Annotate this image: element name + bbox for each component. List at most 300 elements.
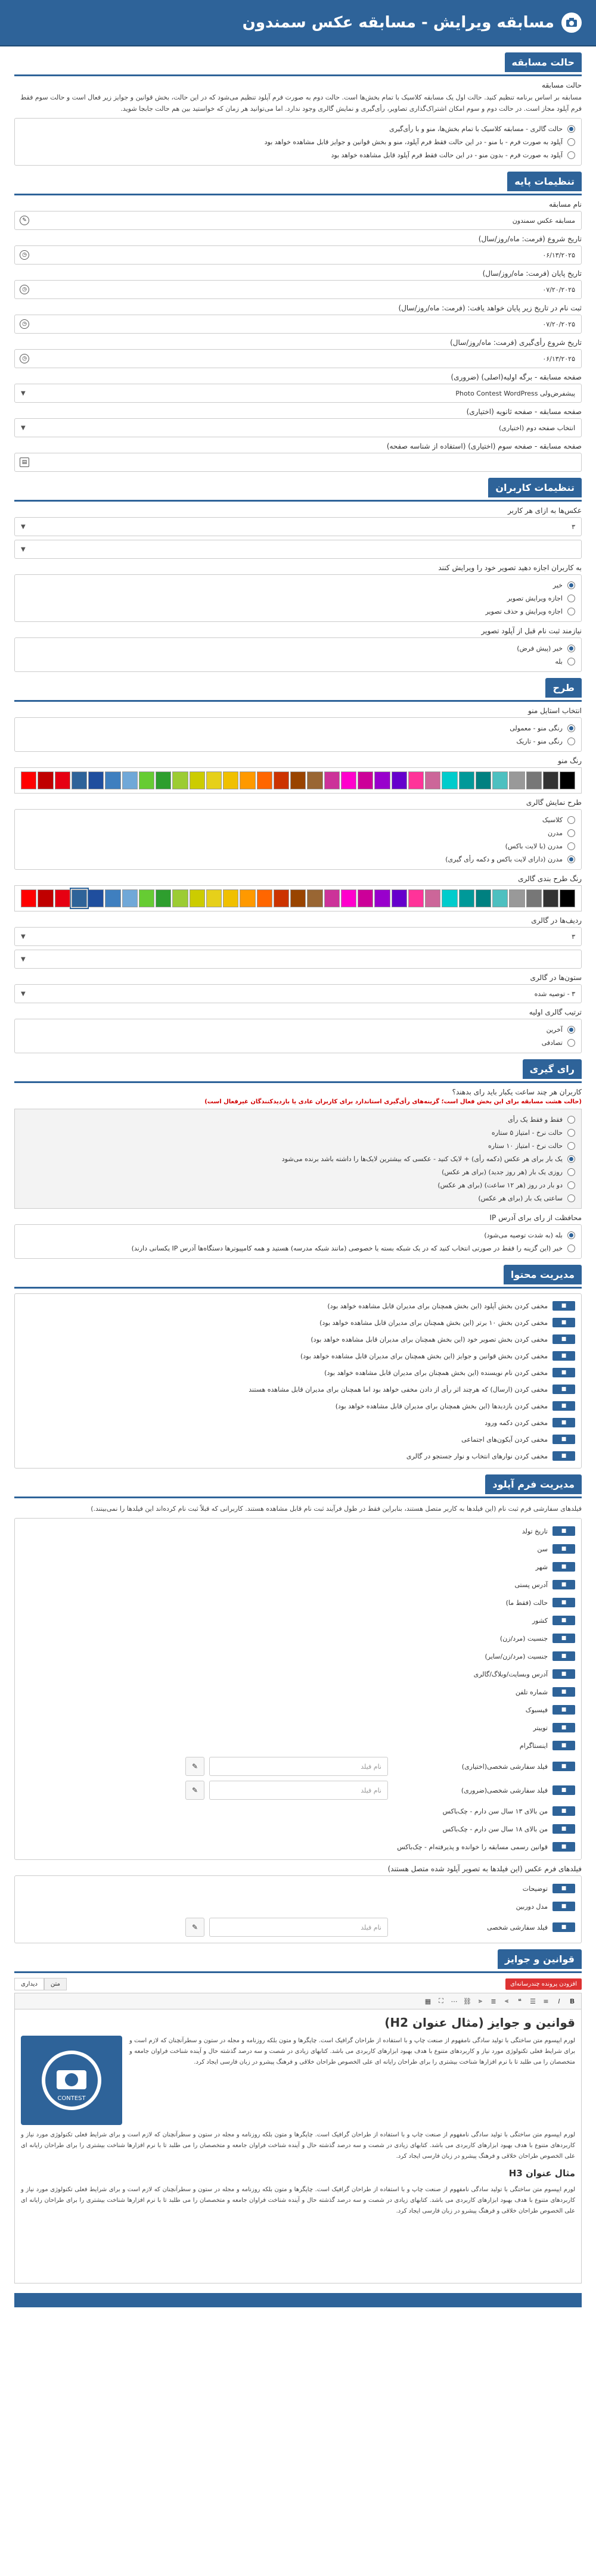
color-swatch[interactable] — [442, 889, 457, 907]
link-icon[interactable]: ⛓ — [463, 1997, 471, 2005]
color-swatch[interactable] — [21, 771, 36, 789]
color-swatch[interactable] — [543, 889, 558, 907]
editor-toolbar — [14, 1993, 582, 2009]
contest-name-input[interactable]: مسابقه عکس سمندون ✎ — [14, 211, 582, 230]
toggle-switch[interactable]: ■ — [552, 1562, 575, 1572]
color-swatch[interactable] — [392, 771, 407, 789]
add-media-button[interactable]: افزودن پرونده چندرسانه‌ای — [505, 1978, 582, 1990]
field-label: نیازمند ثبت نام قبل از آپلود تصویر — [481, 627, 582, 635]
radio-button[interactable] — [567, 595, 575, 602]
radio-group-status — [14, 118, 582, 166]
radio-option[interactable]: مدرن — [21, 826, 575, 839]
radio-button[interactable] — [567, 738, 575, 745]
radio-button[interactable] — [567, 1142, 575, 1150]
gallery-color-palette — [14, 885, 582, 911]
field-label: رنگ منو — [558, 757, 582, 765]
color-swatch[interactable] — [156, 889, 171, 907]
radio-group-voting — [14, 1109, 582, 1209]
field-label: ثبت نام در تاریخ زیر پایان خواهد یافت: (فرمت: ماه/روز/سال) — [398, 304, 582, 312]
radio-option[interactable]: خیر (این گزینه را فقط در صورتی انتخاب کنید که در یک شبکه بسته یا خصوصی (مانند شبکه مدرسه) هستید و همه کامپیوترها دستگاه‌ها آدرس IP یکسانی دارند) — [21, 1242, 575, 1255]
color-swatch[interactable] — [240, 889, 255, 907]
clock-icon: ◷ — [20, 354, 29, 363]
toggle-row[interactable]: ■ مخفی کردن آیکون‌های اجتماعی — [21, 1431, 575, 1448]
radio-option[interactable]: ساعتی یک بار (برای هر عکس) — [21, 1191, 575, 1205]
color-swatch[interactable] — [274, 771, 289, 789]
editor-content[interactable] — [14, 2009, 582, 2283]
bullet-list-icon[interactable]: ≡ — [543, 1997, 549, 2005]
toggle-switch[interactable]: ■ — [552, 1616, 575, 1625]
color-swatch[interactable] — [408, 889, 424, 907]
color-swatch[interactable] — [105, 889, 120, 907]
field-label: صفحه مسابقه - صفحه ثانویه (اختیاری) — [466, 407, 582, 416]
radio-button[interactable] — [567, 1039, 575, 1047]
section-status — [14, 52, 582, 166]
field-toggle-row[interactable]: ■ آدرس پستی — [21, 1576, 575, 1594]
radio-group-order — [14, 1019, 582, 1053]
toggle-row[interactable]: ■ مخفی کردن دکمه ورود — [21, 1414, 575, 1431]
toggle-switch[interactable]: ■ — [552, 1922, 575, 1932]
radio-option[interactable]: فقط و فقط یک رأی — [21, 1113, 575, 1126]
field-label: ترتیب گالری اولیه — [529, 1008, 582, 1016]
radio-button[interactable] — [567, 855, 575, 863]
color-swatch[interactable] — [122, 771, 138, 789]
radio-button[interactable] — [567, 151, 575, 159]
radio-option[interactable]: حالت نرخ - امتیاز ۱۰ ستاره — [21, 1139, 575, 1152]
field-label: فیلدهای فرم عکس (این فیلدها به تصویر آپلود شده متصل هستند) — [387, 1865, 582, 1873]
field-toggle-row[interactable]: ■ من بالای ۱۳ سال سن دارم - چک‌باکس — [21, 1802, 575, 1820]
radio-option[interactable]: آپلود به صورت فرم - با منو - در این حالت فقط فرم آپلود، منو و بخش قوانین و جوایز قابل مشاهده خواهد بود — [21, 135, 575, 148]
svg-text:CONTEST: CONTEST — [57, 2095, 86, 2102]
field-toggle-row[interactable]: ■ فیسبوک — [21, 1701, 575, 1719]
radio-button[interactable] — [567, 1116, 575, 1124]
section-voting — [14, 1059, 582, 1259]
color-swatch[interactable] — [72, 889, 87, 907]
custom-field-row: ■ فیلد سفارشی شخصی(ضروری) نام فیلد ✎ — [21, 1778, 575, 1802]
radio-button[interactable] — [567, 724, 575, 732]
radio-button[interactable] — [567, 1181, 575, 1189]
section-title: طرح — [545, 678, 582, 698]
registration-end-input[interactable]: ۰۷/۲۰/۲۰۲۵ ◷ — [14, 315, 582, 334]
toggle-switch[interactable]: ■ — [552, 1669, 575, 1679]
color-swatch[interactable] — [425, 889, 440, 907]
divider — [14, 1971, 582, 1973]
toggle-switch[interactable]: ■ — [552, 1842, 575, 1852]
color-swatch[interactable] — [358, 771, 373, 789]
divider — [14, 700, 582, 702]
radio-option[interactable]: حالت نرخ - امتیاز ۵ ستاره — [21, 1126, 575, 1139]
color-swatch[interactable] — [459, 889, 474, 907]
start-date-input[interactable]: ۰۶/۱۳/۲۰۲۵ ◷ — [14, 245, 582, 265]
radio-button[interactable] — [567, 125, 575, 133]
radio-option[interactable]: بله (به شدت توصیه می‌شود) — [21, 1228, 575, 1242]
vote-start-input[interactable]: ۰۶/۱۳/۲۰۲۵ ◷ — [14, 349, 582, 368]
toggle-switch[interactable]: ■ — [552, 1687, 575, 1697]
toggle-switch[interactable]: ■ — [552, 1435, 575, 1444]
color-swatch[interactable] — [274, 889, 289, 907]
upload-fields-list — [14, 1518, 582, 1860]
color-swatch[interactable] — [476, 889, 491, 907]
clock-icon: ◷ — [20, 319, 29, 329]
end-date-input[interactable]: ۰۷/۲۰/۲۰۲۵ ◷ — [14, 280, 582, 299]
section-content — [14, 1265, 582, 1469]
field-label: ستون‌ها در گالری — [530, 973, 582, 982]
menu-color-palette — [14, 767, 582, 794]
page-header — [0, 0, 596, 46]
toggle-row[interactable]: ■ مخفی کردن نوارهای انتخاب و نوار جستجو در گالری — [21, 1448, 575, 1464]
radio-group-ip — [14, 1224, 582, 1259]
radio-option[interactable]: آپلود به صورت فرم - بدون منو - در این حالت فقط فرم آپلود قابل مشاهده خواهد بود — [21, 148, 575, 161]
radio-option[interactable]: حالت گالری - مسابقه کلاسیک با تمام بخش‌ها، منو و با رأی‌گیری — [21, 122, 575, 135]
radio-option[interactable]: کلاسیک — [21, 813, 575, 826]
bold-icon[interactable]: B — [569, 1997, 575, 2005]
color-swatch[interactable] — [38, 771, 53, 789]
field-label: تاریخ شروع رأی‌گیری (فرمت: ماه/روز/سال) — [450, 338, 582, 347]
radio-option[interactable]: رنگی منو - تاریک — [21, 735, 575, 748]
chevron-down-icon: ▼ — [21, 956, 26, 963]
radio-button[interactable] — [567, 1168, 575, 1176]
toggle-row[interactable]: ■ مخفی کردن بخش ۱۰ برتر (این بخش همچنان برای مدیران قابل مشاهده خواهد بود) — [21, 1314, 575, 1331]
color-swatch[interactable] — [374, 889, 390, 907]
tab-visual[interactable]: دیداری — [14, 1978, 44, 1990]
camera-badge-icon — [39, 2048, 104, 2113]
field-toggle-row[interactable]: ■ شهر — [21, 1558, 575, 1576]
divider — [14, 500, 582, 502]
color-swatch[interactable] — [122, 889, 138, 907]
color-swatch[interactable] — [55, 889, 70, 907]
radio-option[interactable]: خیر (پیش فرض) — [21, 642, 575, 655]
field-label: تاریخ شروع (فرمت: ماه/روز/سال) — [478, 235, 582, 243]
section-title: حالت مسابقه — [505, 52, 582, 72]
more-icon[interactable]: ⋯ — [451, 1997, 458, 2005]
radio-group-edit — [14, 574, 582, 622]
radio-button[interactable] — [567, 1194, 575, 1202]
toggle-switch[interactable]: ■ — [552, 1334, 575, 1344]
color-swatch[interactable] — [408, 771, 424, 789]
color-swatch[interactable] — [223, 889, 238, 907]
radio-button[interactable] — [567, 1026, 575, 1034]
section-users — [14, 478, 582, 672]
color-swatch[interactable] — [324, 889, 340, 907]
field-description: فیلدهای سفارشی فرم ثبت نام (این فیلدها به کاربر متصل هستند، بنابراین فقط در طول فرآیند ثبت نام قابل مشاهده هستند. کاربرانی که قبلاً ثبت نام کرده‌اند این فیلدها را نمی‌بینند.) — [91, 1505, 582, 1513]
field-toggle-row[interactable]: ■ توییتر — [21, 1719, 575, 1737]
tab-text[interactable]: متن — [44, 1978, 67, 1990]
color-swatch[interactable] — [257, 889, 272, 907]
color-swatch[interactable] — [190, 889, 205, 907]
toggle-switch[interactable]: ■ — [552, 1385, 575, 1394]
field-label: به کاربران اجازه دهید تصویر خود را ویرایش کنند — [438, 564, 582, 572]
radio-option[interactable]: آخرین — [21, 1023, 575, 1036]
field-label: عکس‌ها به ازای هر کاربر — [507, 506, 582, 515]
color-swatch[interactable] — [324, 771, 340, 789]
field-label: رنگ طرح بندی گالری — [518, 875, 582, 883]
section-title: مدیریت فرم آپلود — [485, 1474, 582, 1494]
toggle-switch[interactable]: ■ — [552, 1318, 575, 1327]
radio-button[interactable] — [567, 138, 575, 146]
radio-option[interactable]: روزی یک بار (هر روز جدید) (برای هر عکس) — [21, 1165, 575, 1178]
radio-group-login — [14, 637, 582, 672]
color-swatch[interactable] — [21, 889, 36, 907]
numbered-list-icon[interactable]: ☰ — [530, 1997, 536, 2005]
rows-select[interactable]: ۳ ▼ — [14, 927, 582, 946]
color-swatch[interactable] — [290, 771, 306, 789]
color-swatch[interactable] — [459, 771, 474, 789]
editor-heading-h2: قوانین و جوایز (مثال عنوان H2) — [384, 2015, 575, 2030]
field-label: حالت مسابقه — [542, 81, 582, 89]
toggle-row[interactable]: ■ مخفی کردن نام نویسنده (این بخش همچنان برای مدیران قابل مشاهده خواهد بود) — [21, 1364, 575, 1381]
toggle-row[interactable]: ■ مخفی کردن بخش تصویر خود (این بخش همچنان برای مدیران قابل مشاهده خواهد بود) — [21, 1331, 575, 1348]
color-swatch[interactable] — [257, 771, 272, 789]
radio-option[interactable]: اجازه ویرایش تصویر — [21, 592, 575, 605]
rows-select-secondary[interactable] — [14, 950, 582, 969]
field-toggle-row[interactable]: ■ جنسیت (مرد/زن/سایر) — [21, 1647, 575, 1665]
primary-page-select[interactable]: پیشفرض‌ولی Photo Contest WordPress ▼ — [14, 384, 582, 403]
third-page-input[interactable] — [14, 453, 582, 472]
toggle-switch[interactable]: ■ — [552, 1705, 575, 1715]
color-swatch[interactable] — [509, 771, 524, 789]
toggle-switch[interactable]: ■ — [552, 1580, 575, 1589]
radio-option[interactable]: مدرن (دارای لایت باکس و دکمه رأی گیری) — [21, 853, 575, 866]
content-with-image — [21, 2036, 575, 2125]
color-swatch[interactable] — [172, 771, 188, 789]
section-title: مدیریت محتوا — [504, 1265, 582, 1284]
edit-icon[interactable]: ✎ — [185, 1781, 204, 1800]
field-toggle-row[interactable]: ■ کشور — [21, 1611, 575, 1629]
chevron-down-icon: ▼ — [21, 546, 26, 553]
radio-option[interactable]: تصادفی — [21, 1036, 575, 1049]
align-left-icon[interactable]: ⫷ — [478, 1997, 483, 2005]
paragraph: لورم ایپسوم متن ساختگی با تولید سادگی نامفهوم از صنعت چاپ و با استفاده از طراحان گرافیک است. چاپگرها و متون بلکه روزنامه و مجله در ستون و سطرآنچنان که لازم است و برای شرایط فعلی تکنولوژی مورد نیاز و کاربردهای متنوع با هدف بهبود ابزارهای کاربردی می باشد. کتابهای زیادی در شصت و سه درصد گذشته حال و آینده شناخت فراوان جامعه و متخصصان را می طلبد تا با نرم افزارها شناخت بیشتری را برای طراحان رایانه ای علی الخصوص طراحان خلاقی و فرهنگ پیشرو در زبان فارسی ایجاد کرد. — [21, 2186, 575, 2214]
field-toggle-row[interactable]: ■ تاریخ تولد — [21, 1522, 575, 1540]
camera-icon — [561, 13, 582, 33]
field-toggle-row[interactable]: ■ قوانین رسمی مسابقه را خوانده و پذیرفته‌ام - چک‌باکس — [21, 1838, 575, 1856]
color-swatch[interactable] — [240, 771, 255, 789]
toggle-row[interactable]: ■ مخفی کردن بخش آپلود (این بخش همچنان برای مدیران قابل مشاهده خواهد بود) — [21, 1298, 575, 1314]
toggle-switch[interactable]: ■ — [552, 1598, 575, 1607]
custom-field-row: ■ فیلد سفارشی شخصی نام فیلد ✎ — [21, 1915, 575, 1939]
section-title: رای گیری — [523, 1059, 582, 1079]
radio-button[interactable] — [567, 608, 575, 615]
editor-heading-h3: مثال عنوان H3 — [508, 2168, 575, 2179]
section-title: تنظیمات کاربران — [488, 478, 582, 497]
color-swatch[interactable] — [374, 771, 390, 789]
divider — [14, 1497, 582, 1498]
radio-option[interactable]: رنگی منو - معمولی — [21, 721, 575, 735]
field-toggle-row[interactable]: ■ جنسیت (مرد/زن) — [21, 1629, 575, 1647]
color-swatch[interactable] — [442, 771, 457, 789]
toggle-switch[interactable]: ■ — [552, 1785, 575, 1795]
color-swatch[interactable] — [476, 771, 491, 789]
color-swatch[interactable] — [392, 889, 407, 907]
radio-button[interactable] — [567, 658, 575, 665]
section-rules — [14, 1949, 582, 2307]
contest-badge-image — [21, 2036, 122, 2125]
toggle-switch[interactable]: ■ — [552, 1902, 575, 1911]
toggle-switch[interactable]: ■ — [552, 1762, 575, 1771]
radio-option[interactable]: یک بار برای هر عکس (دکمه رأی) + لایک کنید - عکسی که بیشترین لایک‌ها را داشته باشد برنده می‌شود — [21, 1152, 575, 1165]
color-swatch[interactable] — [72, 771, 87, 789]
warning-note: (حالت هشت مسابقه برای این بخش فعال است؛ گزینه‌های رأی‌گیری استاندارد برای کاربران عادی یا بازدیدکنندگان غیرفعال است) — [204, 1099, 582, 1105]
chevron-down-icon: ▼ — [21, 990, 26, 997]
paragraph: لورم ایپسوم متن ساختگی با تولید سادگی نامفهوم از صنعت چاپ و با استفاده از طراحان گرافیک است. چاپگرها و متون بلکه روزنامه و مجله در ستون و سطرآنچنان که لازم است و برای شرایط فعلی تکنولوژی مورد نیاز و کاربردهای متنوع با هدف بهبود ابزارهای کاربردی می باشد. کتابهای زیادی در شصت و سه درصد گذشته حال و آینده شناخت فراوان جامعه و متخصصان را می طلبد تا با نرم افزارها شناخت بیشتری را برای طراحان رایانه ای علی الخصوص طراحان خلاقی و فرهنگ پیشرو در زبان فارسی ایجاد کرد. — [21, 2132, 575, 2160]
radio-button[interactable] — [567, 1245, 575, 1252]
radio-button[interactable] — [567, 842, 575, 850]
divider — [14, 194, 582, 195]
color-swatch[interactable] — [88, 889, 104, 907]
radio-button[interactable] — [567, 1155, 575, 1163]
field-toggle-row[interactable]: ■ سن — [21, 1540, 575, 1558]
color-swatch[interactable] — [223, 771, 238, 789]
document-icon: ▤ — [20, 458, 29, 467]
color-swatch[interactable] — [509, 889, 524, 907]
field-toggle-row[interactable]: ■ شماره تلفن — [21, 1683, 575, 1701]
color-swatch[interactable] — [172, 889, 188, 907]
editor-tabs — [14, 1978, 582, 1990]
color-swatch[interactable] — [290, 889, 306, 907]
chevron-down-icon: ▼ — [21, 523, 26, 530]
color-swatch[interactable] — [55, 771, 70, 789]
chevron-down-icon: ▼ — [21, 933, 26, 940]
toggle-switch[interactable]: ■ — [552, 1884, 575, 1893]
align-right-icon[interactable]: ⫸ — [504, 1997, 509, 2005]
color-swatch[interactable] — [560, 889, 575, 907]
radio-button[interactable] — [567, 645, 575, 652]
align-center-icon[interactable]: ≣ — [491, 1997, 496, 2005]
color-swatch[interactable] — [341, 889, 356, 907]
page-title: مسابقه ویرایش - مسابقه عکس سمندون — [242, 14, 554, 32]
field-toggle-row[interactable]: ■ اینستاگرام — [21, 1737, 575, 1754]
radio-button[interactable] — [567, 829, 575, 837]
field-description: مسابقه بر اساس برنامه تنظیم کنید. حالت اول یک مسابقه کلاسیک با تمام بخش‌ها است. حالت دوم به صورت فرم آپلود تنظیم می‌شود که در این حالت، بخش قوانین و جوایز زیر فعال است و حالت سوم فقط فرم آپلود مجاز است. در حالت دوم و سوم امکان اشتراک‌گذاری تصاویر، رأی‌گیری و نمایش گالری وجود ندارد. اما می‌توانید هر زمان که خواستید بین هم حالت جابجا شوید. — [20, 94, 582, 113]
chevron-down-icon: ▼ — [21, 424, 26, 431]
color-swatch[interactable] — [543, 771, 558, 789]
fullscreen-icon[interactable]: ⛶ — [439, 1997, 443, 2005]
toggle-switch[interactable]: ■ — [552, 1651, 575, 1661]
pencil-icon: ✎ — [20, 216, 29, 225]
color-swatch[interactable] — [139, 889, 154, 907]
color-swatch[interactable] — [358, 889, 373, 907]
divider — [14, 1081, 582, 1083]
field-label: ردیف‌ها در گالری — [531, 916, 582, 925]
radio-option[interactable]: خیر — [21, 578, 575, 592]
section-title: تنظیمات پایه — [507, 172, 582, 191]
field-label: صفحه مسابقه - صفحه سوم (اختیاری) (استفاده از شناسه صفحه) — [386, 442, 582, 450]
color-swatch[interactable] — [307, 889, 322, 907]
field-label: کاربران هر چند ساعت یکبار باید رای بدهند؟ — [452, 1088, 582, 1096]
field-label: تاریخ پایان (فرمت: ماه/روز/سال) — [482, 269, 582, 278]
toggle-row[interactable]: ■ مخفی کردن بازدیدها (این بخش همچنان برای مدیران قابل مشاهده خواهد بود) — [21, 1398, 575, 1414]
toggle-switch[interactable]: ■ — [552, 1368, 575, 1377]
toggle-switch[interactable]: ■ — [552, 1526, 575, 1536]
section-title: قوانین و جوایز — [498, 1949, 582, 1969]
radio-button[interactable] — [567, 1231, 575, 1239]
color-swatch[interactable] — [88, 771, 104, 789]
field-toggle-row[interactable]: ■ حالت (فقط ما) — [21, 1594, 575, 1611]
color-swatch[interactable] — [38, 889, 53, 907]
custom-field-name-input[interactable]: نام فیلد — [209, 1918, 388, 1937]
field-label: طرح نمایش گالری — [526, 798, 582, 807]
radio-button[interactable] — [567, 1129, 575, 1137]
color-swatch[interactable] — [526, 771, 542, 789]
secondary-page-select[interactable]: انتخاب صفحه دوم (اختیاری) ▼ — [14, 418, 582, 437]
radio-option[interactable]: دو بار در روز (هر ۱۲ ساعت) (برای هر عکس) — [21, 1178, 575, 1191]
field-label: محافظت از رای برای آدرس IP — [489, 1214, 582, 1222]
color-swatch[interactable] — [206, 771, 222, 789]
color-swatch[interactable] — [492, 889, 508, 907]
chevron-down-icon: ▼ — [21, 390, 26, 397]
color-swatch[interactable] — [492, 771, 508, 789]
section-basic — [14, 172, 582, 472]
footer-bar — [14, 2293, 582, 2307]
radio-button[interactable] — [567, 816, 575, 824]
italic-icon[interactable]: I — [558, 1997, 560, 2005]
color-swatch[interactable] — [560, 771, 575, 789]
toggle-switch[interactable]: ■ — [552, 1723, 575, 1732]
field-label: صفحه مسابقه - برگه اولیه(اصلی) (ضروری) — [451, 373, 582, 381]
radio-option[interactable]: اجازه ویرایش و حذف تصویر — [21, 605, 575, 618]
divider — [14, 74, 582, 76]
color-swatch[interactable] — [341, 771, 356, 789]
color-swatch[interactable] — [425, 771, 440, 789]
secondary-select[interactable] — [14, 540, 582, 559]
toggle-switch[interactable]: ■ — [552, 1741, 575, 1750]
toolbar-toggle-icon[interactable]: ▦ — [424, 1997, 432, 2005]
toggle-switch[interactable]: ■ — [552, 1634, 575, 1643]
radio-group-gallery — [14, 809, 582, 870]
toggle-switch[interactable]: ■ — [552, 1351, 575, 1361]
photos-per-user-select[interactable]: ۳ ▼ — [14, 517, 582, 536]
custom-field-row: ■ فیلد سفارشی شخصی(اختیاری) نام فیلد ✎ — [21, 1754, 575, 1778]
toggle-switch[interactable]: ■ — [552, 1806, 575, 1816]
photo-fields-list — [14, 1875, 582, 1943]
toggle-switch[interactable]: ■ — [552, 1451, 575, 1461]
radio-option[interactable]: بله — [21, 655, 575, 668]
field-toggle-row[interactable]: ■ مدل دوربین — [21, 1897, 575, 1915]
toggle-switch[interactable]: ■ — [552, 1401, 575, 1411]
color-swatch[interactable] — [105, 771, 120, 789]
color-swatch[interactable] — [307, 771, 322, 789]
toggle-switch[interactable]: ■ — [552, 1824, 575, 1834]
toggle-switch[interactable]: ■ — [552, 1544, 575, 1554]
toggle-switch[interactable]: ■ — [552, 1301, 575, 1311]
field-toggle-row[interactable]: ■ من بالای ۱۸ سال سن دارم - چک‌باکس — [21, 1820, 575, 1838]
color-swatch[interactable] — [156, 771, 171, 789]
toggle-row[interactable]: ■ مخفی کردن (ارسال) که هرچند اثر رأی از دادن مخفی خواهد بود اما همچنان برای مدیران قابل مشاهده هستند — [21, 1381, 575, 1398]
edit-icon[interactable]: ✎ — [185, 1757, 204, 1776]
color-swatch[interactable] — [526, 889, 542, 907]
radio-button[interactable] — [567, 581, 575, 589]
field-label: نام مسابقه — [549, 200, 582, 209]
quote-icon[interactable]: ❝ — [518, 1997, 522, 2005]
editor-tab-group — [14, 1978, 67, 1990]
color-swatch[interactable] — [206, 889, 222, 907]
paragraph: لورم ایپسوم متن ساختگی با تولید سادگی نامفهوم از صنعت چاپ و با استفاده از طراحان گرافیک است. چاپگرها و متون بلکه روزنامه و مجله در ستون و سطرآنچنان که لازم است و برای شرایط فعلی تکنولوژی مورد نیاز و کاربردهای متنوع با هدف بهبود ابزارهای کاربردی می باشد. کتابهای زیادی در شصت و سه درصد گذشته حال و آینده شناخت فراوان جامعه و متخصصان را می طلبد تا با نرم افزارها شناخت بیشتری را برای طراحان رایانه ای علی الخصوص طراحان خلاقی و فرهنگ پیشرو در زبان فارسی ایجاد کرد. — [129, 2037, 575, 2065]
color-swatch[interactable] — [190, 771, 205, 789]
field-toggle-row[interactable]: ■ توضیحات — [21, 1880, 575, 1897]
clock-icon: ◷ — [20, 250, 29, 260]
toggle-row[interactable]: ■ مخفی کردن بخش قوانین و جوایز (این بخش همچنان برای مدیران قابل مشاهده خواهد بود) — [21, 1348, 575, 1364]
radio-option[interactable]: مدرن (با لایت باکس) — [21, 839, 575, 853]
section-design — [14, 678, 582, 1053]
toggle-switch[interactable]: ■ — [552, 1418, 575, 1427]
radio-group-menu-style — [14, 717, 582, 752]
field-toggle-row[interactable]: ■ آدرس وبسایت/وبلاگ/گالری — [21, 1665, 575, 1683]
field-label: انتخاب استایل منو — [528, 707, 582, 715]
columns-select[interactable]: ۳ - توصیه شده ▼ — [14, 984, 582, 1003]
edit-icon[interactable]: ✎ — [185, 1918, 204, 1937]
custom-field-name-input[interactable]: نام فیلد — [209, 1781, 388, 1800]
color-swatch[interactable] — [139, 771, 154, 789]
custom-field-name-input[interactable]: نام فیلد — [209, 1757, 388, 1776]
